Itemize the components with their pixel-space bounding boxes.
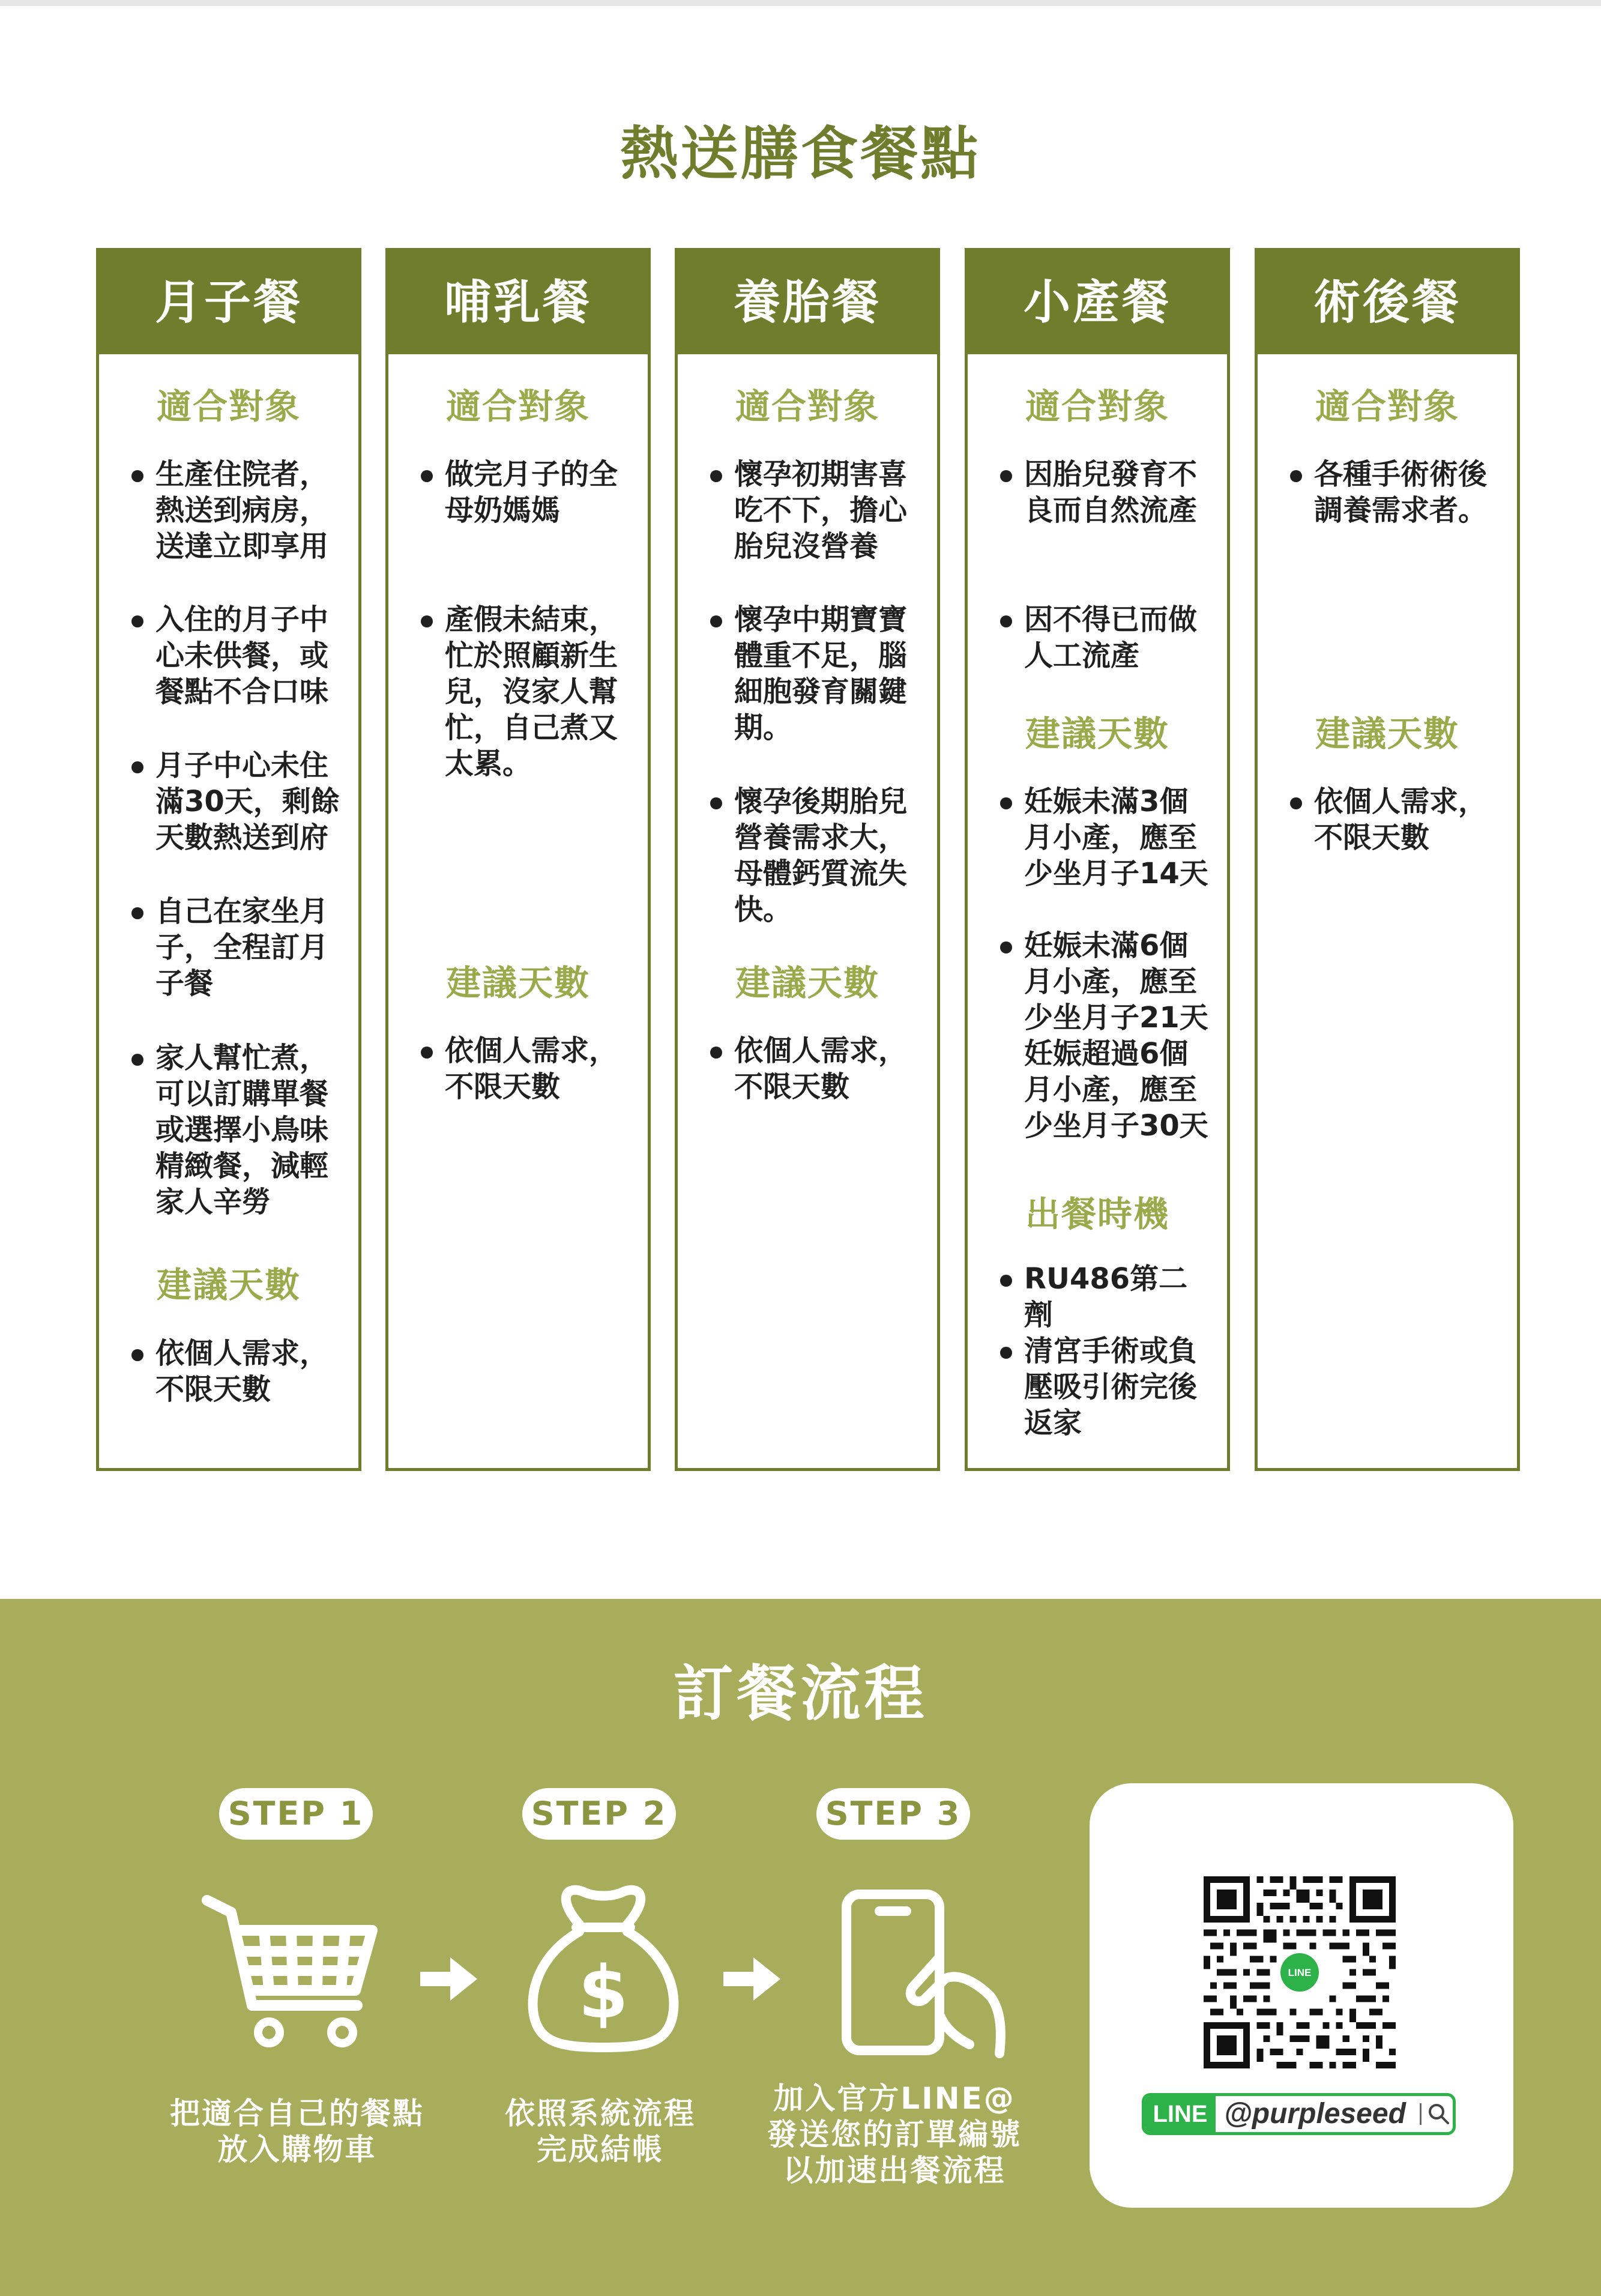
page-title: 熱送膳食餐點 xyxy=(620,120,981,187)
line-logo-icon xyxy=(1276,1948,1324,1996)
menu-column-miscarriage xyxy=(965,248,1230,1471)
list-item: 月子中心未住 滿30天，剩餘 天數熱送到府 xyxy=(131,748,348,856)
list-item: 各種手術術後 調養需求者。 xyxy=(1290,456,1506,528)
section-heading: 出餐時機 xyxy=(1025,1194,1169,1234)
list-item: 生產住院者， 熱送到病房， 送達立即享用 xyxy=(131,456,348,564)
list-item: 自己在家坐月 子，全程訂月 子餐 xyxy=(131,893,348,1001)
step-1-text: 把適合自己的餐點 放入購物車 xyxy=(170,2096,424,2167)
list-item: 產假未結束， 忙於照顧新生 兒，沒家人幫 忙，自己煮又 太累。 xyxy=(421,602,637,782)
top-divider xyxy=(0,0,1601,6)
list-item: 因胎兒發育不 良而自然流產 xyxy=(1000,456,1216,528)
list-item: 依個人需求， 不限天數 xyxy=(421,1033,637,1105)
list-item: 依個人需求， 不限天數 xyxy=(1290,784,1506,856)
divider xyxy=(1420,2103,1422,2125)
list-item: 依個人需求， 不限天數 xyxy=(710,1033,926,1105)
menu-column-confinement xyxy=(96,248,361,1471)
order-process-title: 訂餐流程 xyxy=(673,1658,928,1729)
list-item: 妊娠未滿6個 月小產，應至 少坐月子21天 妊娠超過6個 月小產，應至 少坐月子30天 xyxy=(1000,928,1216,1144)
list-item: 入住的月子中 心未供餐，或 餐點不合口味 xyxy=(131,602,348,710)
list-item: 懷孕中期寶寶 體重不足，腦 細胞發育關鍵 期。 xyxy=(710,602,926,746)
section-heading: 建議天數 xyxy=(1025,713,1169,754)
section-heading: 適合對象 xyxy=(1025,386,1169,427)
menu-column-post-surgery xyxy=(1255,248,1520,1471)
phone-hand-icon xyxy=(840,1888,1009,2062)
list-item: 做完月子的全 母奶媽媽 xyxy=(421,456,637,528)
money-bag-icon xyxy=(522,1876,684,2056)
step-3-badge: STEP 3 xyxy=(816,1788,970,1840)
line-id-tag[interactable] xyxy=(1142,2093,1456,2135)
list-item: 清宮手術或負 壓吸引術完後 返家 xyxy=(1000,1333,1216,1441)
section-heading: 建議天數 xyxy=(445,962,590,1003)
column-heading: 養胎餐 xyxy=(678,251,937,354)
column-heading: 哺乳餐 xyxy=(388,251,648,354)
arrow-right-icon xyxy=(420,1957,477,2001)
section-heading: 建議天數 xyxy=(735,962,879,1003)
step-2-text: 依照系統流程 完成結帳 xyxy=(505,2096,696,2167)
step-3-text: 加入官方LINE@ 發送您的訂單編號 以加速出餐流程 xyxy=(767,2081,1022,2188)
list-item: 妊娠未滿3個 月小產，應至 少坐月子14天 xyxy=(1000,784,1216,892)
menu-column-pregnancy xyxy=(675,248,940,1471)
column-heading: 術後餐 xyxy=(1258,251,1517,354)
section-heading: 建議天數 xyxy=(156,1264,301,1305)
menu-column-breastfeeding xyxy=(385,248,651,1471)
section-heading: 適合對象 xyxy=(156,386,301,427)
shopping-cart-icon xyxy=(198,1885,384,2053)
column-heading: 小產餐 xyxy=(968,251,1227,354)
list-item: 家人幫忙煮， 可以訂購單餐 或選擇小鳥味 精緻餐，減輕 家人辛勞 xyxy=(131,1040,348,1220)
step-1-badge: STEP 1 xyxy=(219,1788,373,1840)
list-item: 懷孕初期害喜 吃不下，擔心 胎兒沒營養 xyxy=(710,456,926,564)
list-item: RU486第二劑 xyxy=(1000,1261,1216,1333)
list-item: 懷孕後期胎兒 營養需求大， 母體鈣質流失 快。 xyxy=(710,784,926,928)
list-item: 依個人需求， 不限天數 xyxy=(131,1335,348,1407)
step-2-badge: STEP 2 xyxy=(522,1788,676,1840)
section-heading: 適合對象 xyxy=(1315,386,1459,427)
section-heading: 建議天數 xyxy=(1315,713,1459,754)
line-handle: @purpleseed xyxy=(1224,2098,1406,2130)
svg-text:LINE: LINE xyxy=(1288,1967,1312,1978)
column-heading: 月子餐 xyxy=(99,251,358,354)
arrow-right-icon xyxy=(723,1957,780,2001)
svg-text:$: $ xyxy=(578,1951,629,2035)
section-heading: 適合對象 xyxy=(445,386,590,427)
line-label: LINE xyxy=(1145,2096,1216,2132)
section-heading: 適合對象 xyxy=(735,386,879,427)
search-icon[interactable] xyxy=(1427,2102,1451,2126)
list-item: 因不得已而做 人工流產 xyxy=(1000,602,1216,674)
